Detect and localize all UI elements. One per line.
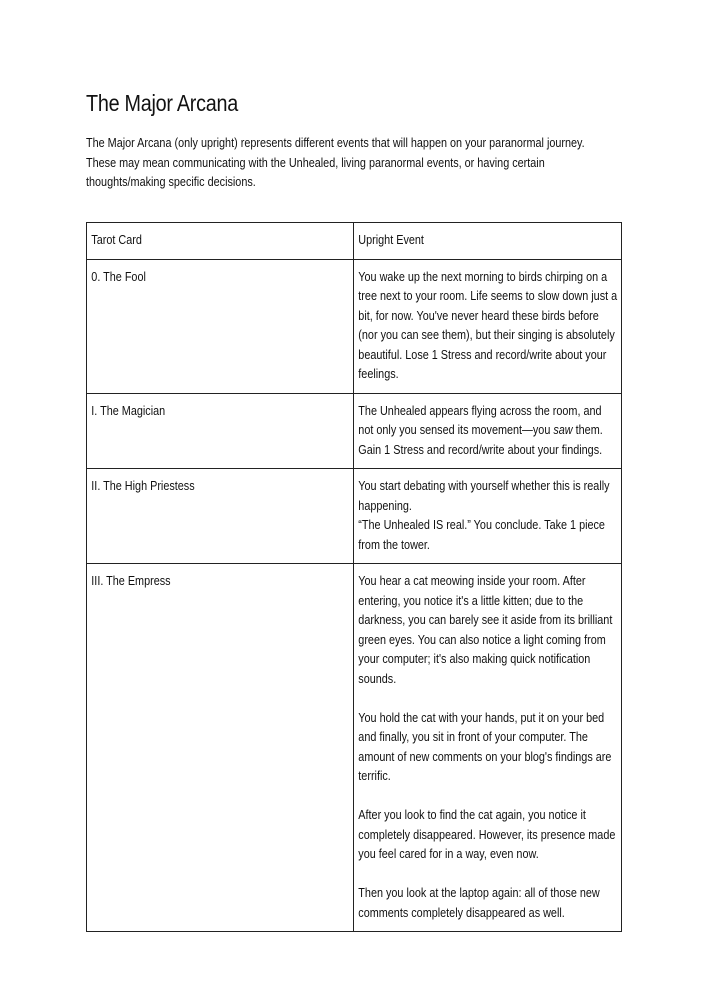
major-arcana-table (86, 222, 622, 932)
event-paragraph: After you look to find the cat again, you notice it completely disappeared. However, its presence made you feel cared for in a way, even now. (358, 808, 616, 861)
card-cell: I. The Magician (87, 393, 354, 469)
table-row (87, 564, 622, 932)
event-paragraph: You hold the cat with your hands, put it on your bed and finally, you sit in front of your computer. The amount of new comments on your blog's findings are terrific. (358, 710, 612, 783)
event-cell (354, 469, 622, 564)
table-row (87, 259, 622, 393)
event-line: You start debating with yourself whether this is really happening. (358, 479, 610, 513)
event-cell: You wake up the next morning to birds chirping on a tree next to your room. Life seems to slow down just a bit, for now. You've never heard these birds before (nor you can see them), but their singing is absolutely beautiful. Lose 1 Stress and record/write about your feelings. (354, 259, 622, 393)
header-cell-upright-event: Upright Event (354, 223, 622, 260)
page-title: The Major Arcana (86, 90, 238, 116)
event-paragraph: Then you look at the laptop again: all of those new comments completely disappeared as well. (358, 886, 600, 920)
event-cell (354, 393, 622, 469)
event-text: them. Gain 1 Stress and record/write about your findings. (358, 423, 603, 457)
header-cell-tarot-card: Tarot Card (87, 223, 354, 260)
event-paragraph: You hear a cat meowing inside your room. After entering, you notice it's a little kitten; due to the darkness, you can barely see it aside from its brilliant green eyes. You can also notice a light coming from your computer; it's also making quick notification sounds. (358, 574, 613, 686)
card-cell: 0. The Fool (87, 259, 354, 393)
event-cell (354, 564, 622, 932)
event-line: “The Unhealed IS real.” You conclude. Take 1 piece from the tower. (358, 518, 605, 552)
event-emphasis: saw (553, 423, 573, 437)
card-cell: II. The High Priestess (87, 469, 354, 564)
table-header-row (87, 223, 622, 260)
card-cell: III. The Empress (87, 564, 354, 932)
table-row (87, 469, 622, 564)
table-row (87, 393, 622, 469)
intro-paragraph: The Major Arcana (only upright) represents different events that will happen on your paranormal journey. These may mean communicating with the Unhealed, living paranormal events, or having certain thoughts/making specific decisions. (86, 136, 585, 190)
event-text: The Unhealed appears flying across the room, and not only you sensed its movement—you (358, 403, 602, 437)
